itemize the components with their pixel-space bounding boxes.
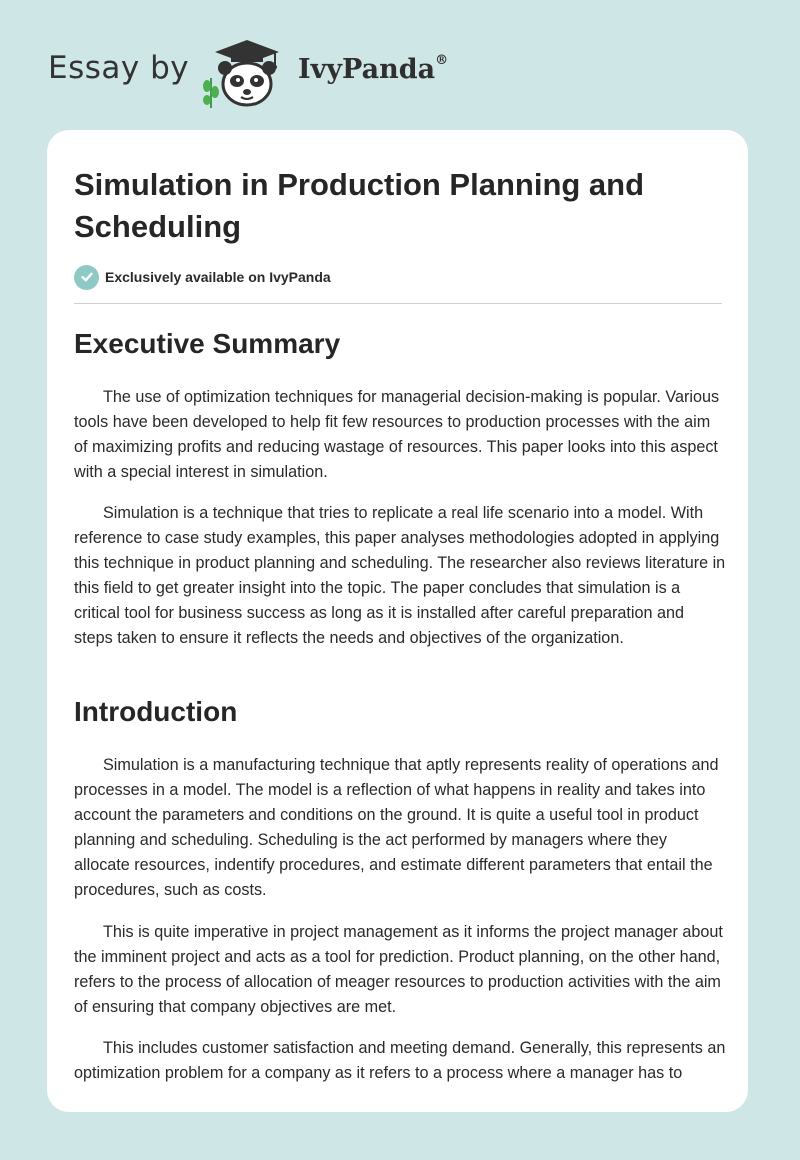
article-card bbox=[47, 130, 748, 1112]
site-header bbox=[48, 30, 548, 110]
essay-by-label: Essay by bbox=[48, 50, 190, 86]
paragraph: This is quite imperative in project management as it informs the project manager about the imminent project and acts as a tool for prediction. Product planning, on the other hand, refers to the process of allocation of meager resources to production activities with the aim of ensuring that company objectives are met. bbox=[74, 923, 723, 1016]
brand-name[interactable] bbox=[298, 54, 448, 85]
section-heading-executive-summary: Executive Summary bbox=[74, 328, 341, 359]
page-title: Simulation in Production Planning and Scheduling bbox=[74, 167, 645, 244]
panda-logo-icon[interactable] bbox=[201, 34, 293, 110]
checkmark-icon bbox=[74, 265, 99, 290]
brand-name-text: IvyPanda bbox=[298, 54, 436, 85]
registered-mark: ® bbox=[435, 53, 449, 68]
section-heading-introduction: Introduction bbox=[74, 696, 238, 727]
badge-text: Exclusively available on IvyPanda bbox=[105, 269, 331, 285]
title-divider bbox=[74, 303, 722, 304]
exclusive-badge bbox=[74, 264, 331, 290]
paragraph: Simulation is a technique that tries to replicate a real life scenario into a model. With reference to case study examples, this paper analyses methodologies adopted in applying this technique in product planning and scheduling. The researcher also reviews literature in this field to get greater insight into the topic. The paper concludes that simulation is a critical tool for business success as long as it is installed after careful preparation and steps taken to ensure it reflects the needs and objectives of the organization. bbox=[74, 504, 726, 647]
paragraph: Simulation is a manufacturing technique that aptly represents reality of operations and processes in a model. The model is a reflection of what happens in reality and takes into account the parameters and conditions on the ground. It is quite a useful tool in product planning and scheduling. Scheduling is the act performed by managers where they allocate resources, indentify procedures, and estimate different parameters that entail the procedures, such as costs. bbox=[74, 756, 719, 899]
paragraph: This includes customer satisfaction and meeting demand. Generally, this represents an optimization problem for a company as it refers to a process where a manager has to bbox=[74, 1039, 726, 1082]
paragraph: The use of optimization techniques for managerial decision-making is popular. Various tools have been developed to help fit few resources to production processes with the aim of maximizing profits and reducing wastage of resources. This paper looks into this aspect with a special interest in simulation. bbox=[74, 388, 720, 481]
